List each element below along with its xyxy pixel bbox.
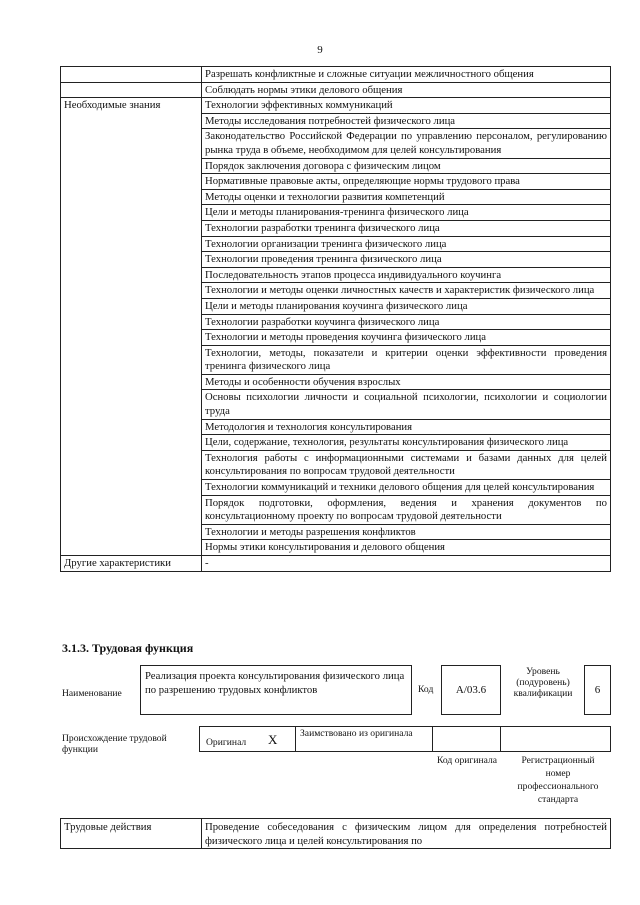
table-row — [61, 82, 611, 98]
original-label: Оригинал — [206, 737, 247, 748]
table-row — [61, 556, 611, 572]
level-label: Уровень (подуровень) квалификации — [513, 666, 573, 699]
actions-label: Трудовые действия — [61, 819, 202, 849]
knowledge-item: Методы и особенности обучения взрослых — [202, 374, 611, 390]
section-title: 3.1.3. Трудовая функция — [62, 641, 194, 655]
skill-item: Соблюдать нормы этики делового общения — [202, 82, 611, 98]
knowledge-item: Технологии и методы проведения коучинга физического лица — [202, 330, 611, 346]
knowledge-item: Методология и технология консультирования — [202, 419, 611, 435]
knowledge-item: Цели и методы планирования коучинга физического лица — [202, 298, 611, 314]
action-item: Проведение собеседования с физическим лицом для определения потребностей физического лица и целей консультирования по — [202, 819, 611, 849]
skill-item: Разрешать конфликтные и сложные ситуации межличностного общения — [202, 67, 611, 83]
table-row — [61, 67, 611, 83]
knowledge-item: Технологии разработки тренинга физического лица — [202, 220, 611, 236]
divider — [432, 726, 433, 752]
actions-table — [60, 818, 611, 849]
page-number: 9 — [317, 44, 323, 56]
knowledge-item: Технология работы с информационными системами и базами данных для целей консультирования по вопросам трудовой деятельности — [202, 450, 611, 479]
original-mark: X — [268, 732, 278, 747]
divider — [295, 726, 296, 752]
knowledge-item: Технологии, методы, показатели и критерии оценки эффективности проведения тренинга физического лица — [202, 345, 611, 374]
knowledge-item: Технологии разработки коучинга физического лица — [202, 314, 611, 330]
knowledge-item: Методы исследования потребностей физического лица — [202, 113, 611, 129]
knowledge-item: Технологии эффективных коммуникаций — [202, 98, 611, 114]
knowledge-item: Порядок подготовки, оформления, ведения и хранения документов по консультационному проекту по вопросам трудовой деятельности — [202, 495, 611, 524]
code-label: Код — [418, 684, 434, 695]
knowledge-item: Цели, содержание, технология, результаты консультирования физического лица — [202, 435, 611, 451]
knowledge-item: Технологии и методы оценки личностных качеств и характеристик физического лица — [202, 283, 611, 299]
knowledge-item: Технологии организации тренинга физического лица — [202, 236, 611, 252]
knowledge-item: Цели и методы планирования-тренинга физического лица — [202, 205, 611, 221]
name-label: Наименование — [62, 688, 122, 699]
table-row — [61, 819, 611, 849]
other-label: Другие характеристики — [61, 556, 202, 572]
code-value: А/03.6 — [441, 665, 501, 715]
knowledge-item: Технологии и методы разрешения конфликтов — [202, 524, 611, 540]
name-value: Реализация проекта консультирования физического лица по разрешению трудовых конфликтов — [140, 665, 412, 715]
knowledge-item: Нормативные правовые акты, определяющие нормы трудового права — [202, 174, 611, 190]
knowledge-item: Последовательность этапов процесса индивидуального коучинга — [202, 267, 611, 283]
knowledge-item: Технологии коммуникаций и техники делового общения для целей консультирования — [202, 480, 611, 496]
knowledge-label: Необходимые знания — [61, 98, 202, 556]
knowledge-item: Законодательство Российской Федерации по управлению персоналом, регулированию рынка труда в объеме, необходимом для целей консультирования — [202, 129, 611, 158]
borrowed-label: Заимствовано из оригинала — [300, 728, 413, 739]
knowledge-item: Методы оценки и технологии развития компетенций — [202, 189, 611, 205]
other-value: - — [202, 556, 611, 572]
knowledge-item: Технологии проведения тренинга физического лица — [202, 252, 611, 268]
level-value: 6 — [584, 665, 611, 715]
knowledge-item: Основы психологии личности и социальной психологии, психологии и социологии труда — [202, 390, 611, 419]
knowledge-item: Порядок заключения договора с физическим лицом — [202, 158, 611, 174]
code-original-label: Код оригинала — [436, 755, 498, 766]
table-row — [61, 98, 611, 114]
divider — [500, 726, 501, 752]
knowledge-item: Нормы этики консультирования и делового общения — [202, 540, 611, 556]
origin-label: Происхождение трудовой функции — [62, 733, 167, 755]
reg-number-label: Регистрационный номер профессионального стандарта — [517, 755, 599, 805]
knowledge-table — [60, 66, 611, 572]
